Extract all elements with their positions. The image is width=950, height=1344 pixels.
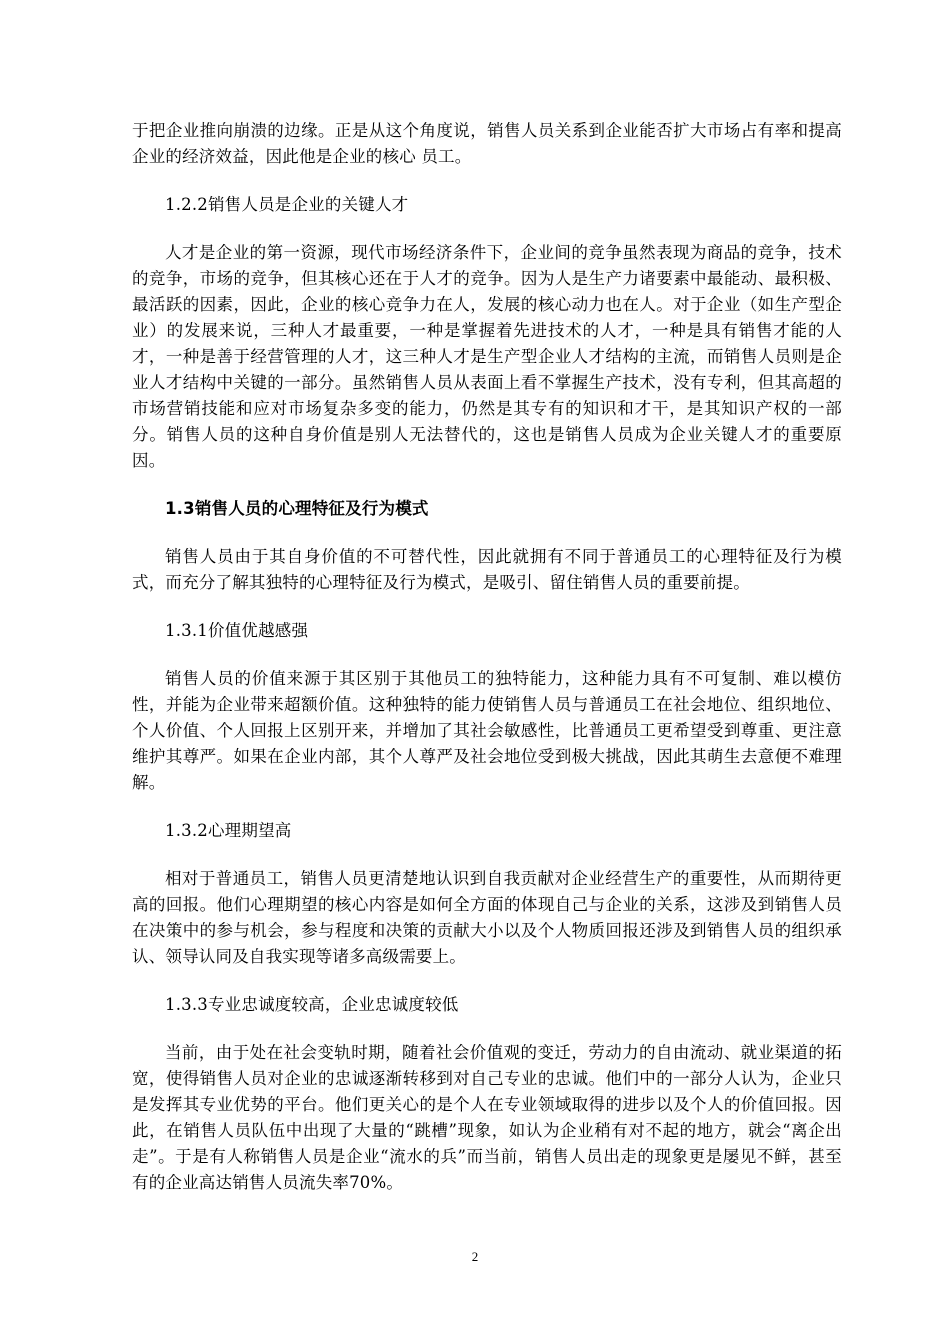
heading-1-3-3: 1.3.3专业忠诚度较高，企业忠诚度较低: [165, 995, 459, 1014]
heading-1-2-2: 1.2.2销售人员是企业的关键人才: [165, 195, 409, 214]
heading-1-3-1: 1.3.1价值优越感强: [165, 621, 309, 640]
paragraph-loyalty: 当前，由于处在社会变轨时期，随着社会价值观的变迁，劳动力的自由流动、就业渠道的拓宽，使得销售人员对企业的忠诚逐渐转移到对自己专业的忠诚。他们中的一部分人认为，企业只是发挥其专业优势的平台。他们更关心的是个人在专业领域取得的进步以及个人的价值回报。因此，在销售人员队伍中出现了大量的“跳槽”现象，如认为企业稍有对不起的地方，就会“离企出走”。于是有人称销售人员是企业“流水的兵”而当前，销售人员出走的现象更是屡见不鲜，甚至有的企业高达销售人员流失率70%。: [132, 1043, 842, 1192]
document-page: [132, 118, 842, 1196]
paragraph-continuation: 于把企业推向崩溃的边缘。正是从这个角度说，销售人员关系到企业能否扩大市场占有率和提高企业的经济效益，因此他是企业的核心 员工。: [132, 121, 842, 166]
heading-1-3: 1.3销售人员的心理特征及行为模式: [165, 499, 429, 518]
paragraph-value-superiority: 销售人员的价值来源于其区别于其他员工的独特能力，这种能力具有不可复制、难以模仿性，并能为企业带来超额价值。这种独特的能力使销售人员与普通员工在社会地位、组织地位、个人价值、个人回报上区别开来，并增加了其社会敏感性，比普通员工更希望受到尊重、更注意维护其尊严。如果在企业内部，其个人尊严及社会地位受到极大挑战，因此其萌生去意便不难理解。: [132, 669, 842, 792]
paragraph-high-expectation: 相对于普通员工，销售人员更清楚地认识到自我贡献对企业经营生产的重要性，从而期待更高的回报。他们心理期望的核心内容是如何全方面的体现自己与企业的关系，这涉及到销售人员在决策中的参与机会，参与程度和决策的贡献大小以及个人物质回报还涉及到销售人员的组织承认、领导认同及自我实现等诸多高级需要上。: [132, 869, 842, 966]
paragraph-key-talent: 人才是企业的第一资源，现代市场经济条件下，企业间的竞争虽然表现为商品的竞争，技术的竞争，市场的竞争，但其核心还在于人才的竞争。因为人是生产力诸要素中最能动、最积极、最活跃的因素，因此，企业的核心竞争力在人，发展的核心动力也在人。对于企业（如生产型企业）的发展来说，三种人才最重要，一种是掌握着先进技术的人才，一种是具有销售才能的人才，一种是善于经营管理的人才，这三种人才是生产型企业人才结构的主流，而销售人员则是企业人才结构中关键的一部分。虽然销售人员从表面上看不掌握生产技术，没有专利，但其高超的市场营销技能和应对市场复杂多变的能力，仍然是其专有的知识和才干，是其知识产权的一部分。销售人员的这种自身价值是别人无法替代的，这也是销售人员成为企业关键人才的重要原因。: [132, 243, 842, 470]
paragraph-psychology-intro: 销售人员由于其自身价值的不可替代性，因此就拥有不同于普通员工的心理特征及行为模式，而充分了解其独特的心理特征及行为模式，是吸引、留住销售人员的重要前提。: [132, 547, 842, 592]
heading-1-3-2: 1.3.2心理期望高: [165, 821, 292, 840]
page-number: 2: [471, 1249, 479, 1264]
